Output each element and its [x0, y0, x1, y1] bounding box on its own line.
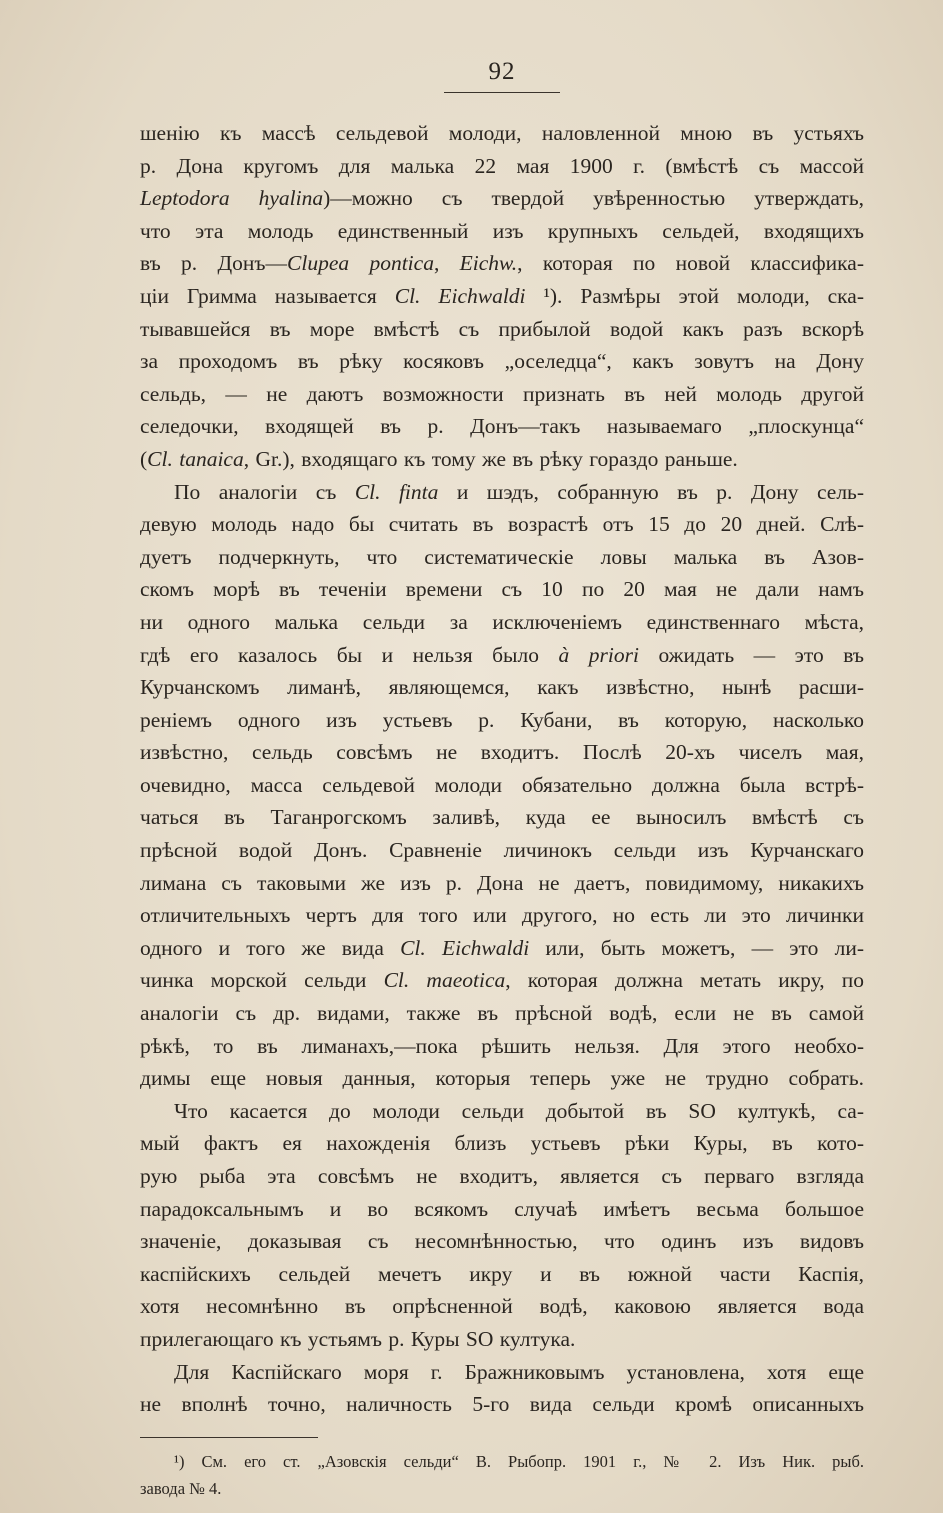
text-line: селедочки, входящей въ р. Донъ—такъ называемаго „плоскунца“ — [140, 414, 864, 439]
header-rule — [444, 92, 560, 93]
text-line: за проходомъ въ рѣку косяковъ „оселедца“, какъ зовутъ на Дону — [140, 349, 864, 374]
text-line: рую рыба эта совсѣмъ не входитъ, является съ перваго взгляда — [140, 1164, 864, 1188]
text-line: рѣкѣ, то въ лиманахъ,—пока рѣшить нельзя. Для этого необхо- — [140, 1033, 864, 1058]
text-line: хотя несомнѣнно въ опрѣсненной водѣ, каковою является вода — [140, 1294, 864, 1319]
text-line: чинка морской сельди Cl. maeotica, которая должна метать икру, по — [140, 968, 865, 993]
text-line: девую молодь надо бы считать въ возрастѣ отъ 15 до 20 дней. Слѣ- — [140, 512, 864, 537]
text-line: дуетъ подчеркнуть, что систематическіе ловы малька въ Азов- — [140, 544, 864, 569]
text-line: р. Дона кругомъ для малька 22 мая 1900 г. (вмѣстѣ съ массой — [140, 153, 864, 178]
text-line: значеніе, доказывая съ несомнѣнностью, что одинъ изъ видовъ — [140, 1229, 864, 1254]
text-line: мый фактъ ея нахожденія близъ устьевъ рѣки Куры, въ кото- — [140, 1131, 864, 1156]
text-line: прѣсной водой Донъ. Сравненіе личинокъ сельди изъ Курчанскаго — [140, 838, 864, 863]
text-line: очевидно, масса сельдевой молоди обязательно должна была встрѣ- — [140, 772, 864, 797]
text-line: Leptodora hyalina)—можно съ твердой увѣренностью утверждать, — [140, 186, 864, 211]
text-line: парадоксальнымъ и во всякомъ случаѣ имѣетъ весьма большое — [140, 1196, 864, 1221]
text-line: каспійскихъ сельдей мечетъ икру и въ южной части Каспія, — [140, 1261, 864, 1286]
page-number: 92 — [488, 58, 516, 85]
text-line: ціи Гримма называется Cl. Eichwaldi ¹). Размѣры этой молоди, ска- — [140, 283, 864, 308]
text-line: въ р. Донъ—Clupea pontica, Eichw., которая по новой классифика- — [140, 251, 864, 276]
footnotes — [140, 1448, 864, 1502]
footnote-line: ¹) См. его ст. „Азовскія сельди“ В. Рыбопр. 1901 г., № 2. Изъ Ник. рыб. — [174, 1451, 864, 1471]
text-line: отличительныхъ чертъ для того или другого, но есть ли это личинки — [140, 903, 864, 928]
text-line: скомъ морѣ въ теченіи времени съ 10 по 20 мая не дали намъ — [140, 577, 864, 602]
paragraph-start-line: Что касается до молоди сельди добытой въ SO култукѣ, са- — [174, 1098, 864, 1123]
text-line: лимана съ таковыми же изъ р. Дона не даетъ, повидимому, никакихъ — [140, 870, 864, 895]
document-page — [140, 56, 864, 1502]
paragraph-start-line: По аналогіи съ Cl. finta и шэдъ, собранную въ р. Дону сель- — [174, 479, 865, 504]
text-line: не вполнѣ точно, наличность 5-го вида сельди кромѣ описанныхъ — [140, 1392, 864, 1417]
text-line: гдѣ его казалось бы и нельзя было à priori ожидать — это въ — [140, 642, 865, 667]
text-line: тывавшейся въ море вмѣстѣ съ прибылой водой какъ разъ вскорѣ — [140, 316, 864, 341]
body-text — [140, 117, 864, 1421]
text-line: аналогіи съ др. видами, также въ прѣсной водѣ, если не въ самой — [140, 1001, 864, 1026]
text-line: Курчанскомъ лиманѣ, являющемся, какъ извѣстно, нынѣ расши- — [140, 675, 864, 700]
text-line: чаться въ Таганрогскомъ заливѣ, куда ее выносилъ вмѣстѣ съ — [140, 805, 864, 830]
text-line: сельдь, — не даютъ возможности признать въ ней молодь другой — [140, 381, 864, 406]
text-line: димы еще новыя данныя, которыя теперь уже не трудно собрать. — [140, 1066, 864, 1091]
text-line: шенію къ массѣ сельдевой молоди, наловленной мною въ устьяхъ — [140, 121, 864, 145]
paragraph-start-line: Для Каспійскаго моря г. Бражниковымъ установлена, хотя еще — [174, 1359, 864, 1384]
text-line: (Cl. tanaica, Gr.), входящаго къ тому же въ рѣку гораздо раньше. — [140, 446, 738, 471]
text-line: ни одного малька сельди за исключеніемъ единственнаго мѣста, — [140, 609, 864, 634]
text-line: реніемъ одного изъ устьевъ р. Кубани, въ которую, насколько — [140, 707, 864, 732]
footnote-rule — [140, 1437, 318, 1438]
text-line: прилегающаго къ устьямъ р. Куры SO култука. — [140, 1326, 576, 1351]
text-line: что эта молодь единственный изъ крупныхъ сельдей, входящихъ — [140, 218, 864, 243]
footnote-line: завода № 4. — [140, 1478, 222, 1498]
text-line: одного и того же вида Cl. Eichwaldi или, быть можетъ, — это ли- — [140, 935, 864, 960]
text-line: извѣстно, сельдь совсѣмъ не входитъ. Послѣ 20-хъ чиселъ мая, — [140, 740, 864, 765]
